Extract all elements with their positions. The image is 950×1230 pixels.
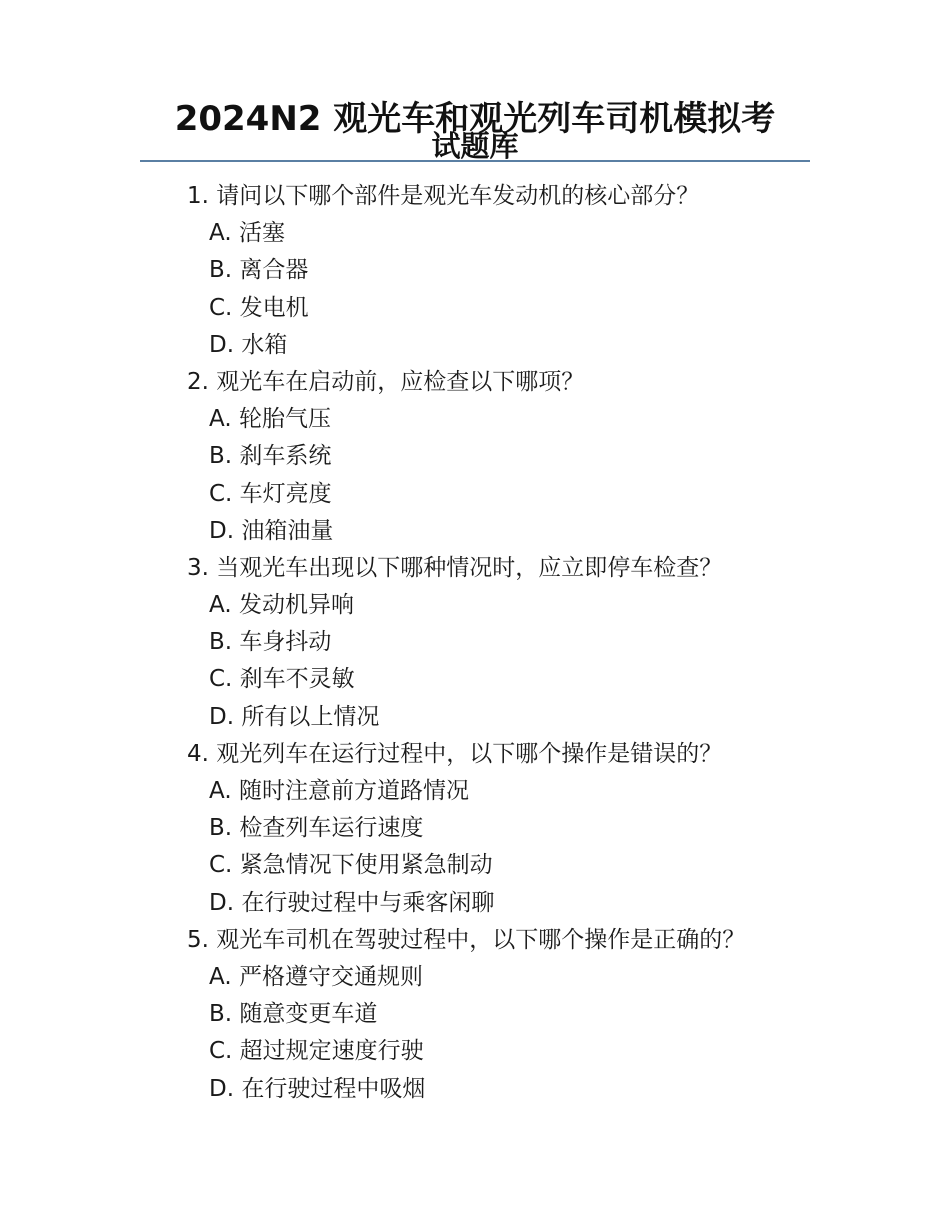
option-a: A. 发动机异响 [209,592,354,619]
question-3 [187,550,837,736]
document-title-line1: 2024N2 观光车和观光列车司机模拟考 [174,99,776,139]
option-c: C. 刹车不灵敏 [209,666,355,693]
option-d: D. 水箱 [209,331,288,358]
option-d: D. 所有以上情况 [209,703,380,730]
question-list [187,178,837,1108]
question-4 [187,736,837,922]
question-1 [187,178,837,364]
question-text: 3. 当观光车出现以下哪种情况时，应立即停车检查？ [187,554,723,581]
option-a: A. 严格遵守交通规则 [209,963,423,990]
option-b: B. 检查列车运行速度 [209,815,424,842]
option-b: B. 车身抖动 [209,629,332,656]
question-5 [187,922,837,1108]
option-c: C. 紧急情况下使用紧急制动 [209,852,493,879]
question-text: 1. 请问以下哪个部件是观光车发动机的核心部分？ [187,183,700,209]
title-underline [140,160,810,162]
option-b: B. 随意变更车道 [209,1001,378,1028]
option-c: C. 超过规定速度行驶 [209,1038,424,1065]
option-b: B. 刹车系统 [209,443,332,470]
option-d: D. 在行驶过程中吸烟 [209,1075,426,1102]
question-2 [187,364,837,550]
document-title [140,99,810,163]
question-text: 2. 观光车在启动前，应检查以下哪项？ [187,368,585,395]
option-c: C. 发电机 [209,294,309,321]
option-a: A. 轮胎气压 [209,406,331,433]
option-d: D. 在行驶过程中与乘客闲聊 [209,889,495,916]
option-d: D. 油箱油量 [209,517,334,544]
option-b: B. 离合器 [209,257,309,284]
option-c: C. 车灯亮度 [209,480,332,507]
question-text: 5. 观光车司机在驾驶过程中，以下哪个操作是正确的？ [187,926,746,953]
question-text: 4. 观光列车在运行过程中，以下哪个操作是错误的？ [187,740,723,767]
document-title-line2: 试题库 [431,129,519,163]
option-a: A. 活塞 [209,220,285,247]
option-a: A. 随时注意前方道路情况 [209,778,469,804]
